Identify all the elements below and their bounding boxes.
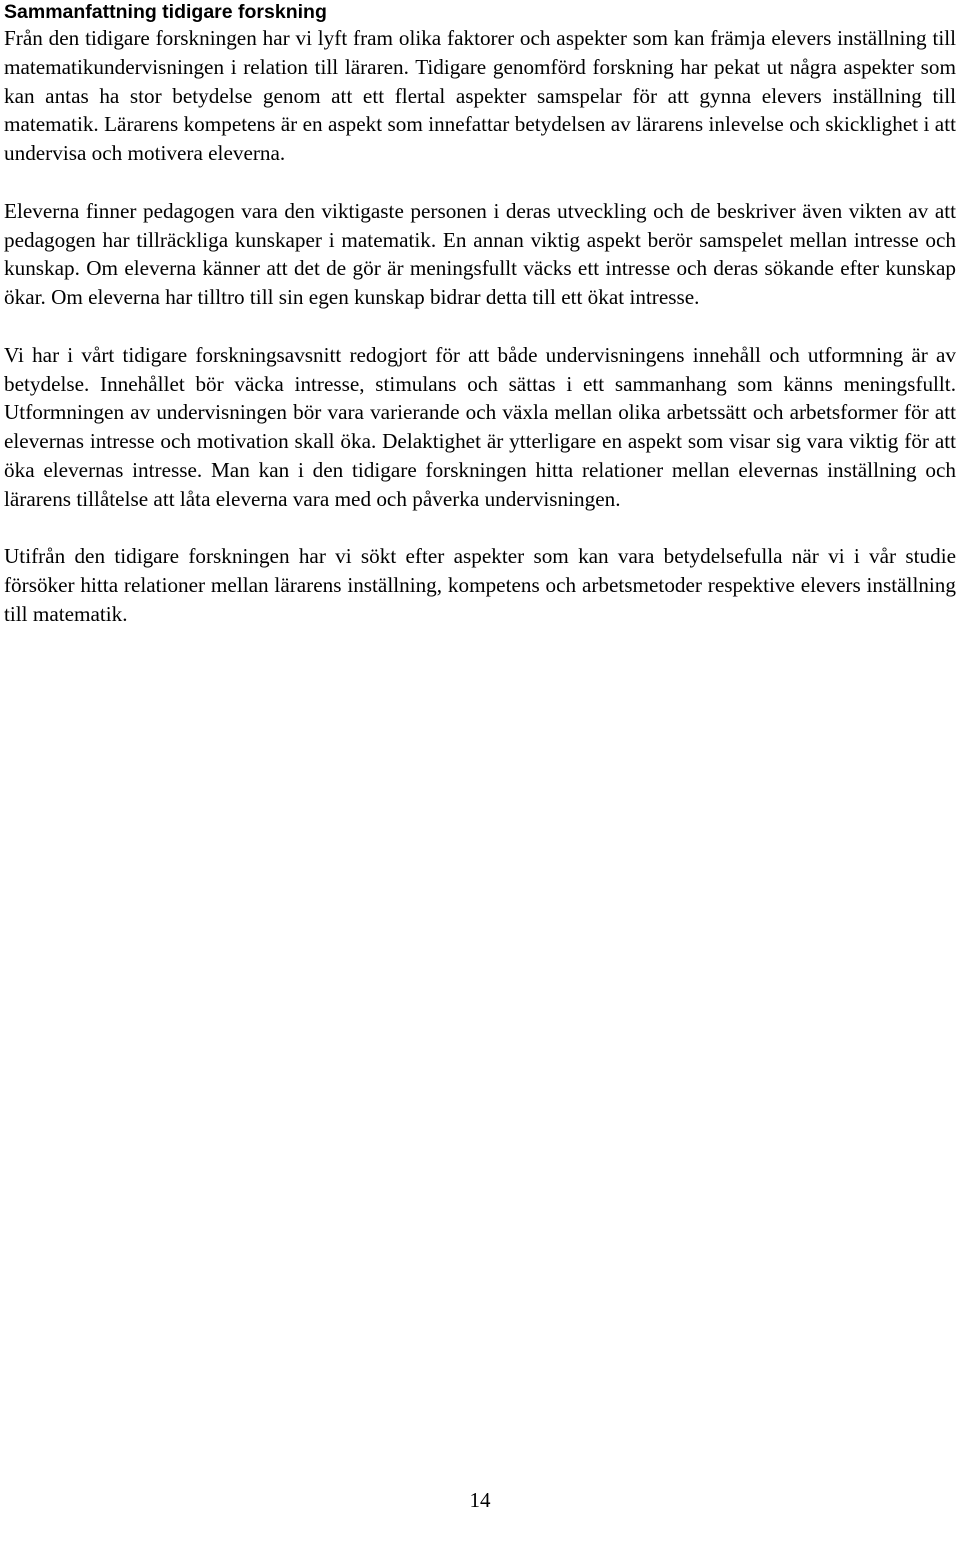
paragraph-4: Utifrån den tidigare forskningen har vi sökt efter aspekter som kan vara betydelsefulla när vi i vår studie försöker hitta relationer mellan lärarens inställning, kompetens och arbetsmetoder respektive elevers inställning till matematik.: [4, 544, 956, 626]
paragraph-1: Från den tidigare forskningen har vi lyft fram olika faktorer och aspekter som kan främja elevers inställning till matematikundervisningen i relation till läraren. Tidigare genomförd forskning har pekat ut några aspekter som kan antas ha stor betydelse genom att ett flertal aspekter samspelar för att gynna elevers inställning till matematik. Lärarens kompetens är en aspekt som innefattar betydelsen av lärarens inlevelse och skicklighet i att undervisa och motivera eleverna.: [4, 26, 956, 166]
page-content: [4, 0, 956, 658]
page-number: 14: [469, 1488, 491, 1512]
section-heading: Sammanfattning tidigare forskning: [4, 1, 327, 23]
paragraph-2: Eleverna finner pedagogen vara den viktigaste personen i deras utveckling och de beskriver även vikten av att pedagogen har tillräckliga kunskaper i matematik. En annan viktig aspekt berör samspelet mellan intresse och kunskap. Om eleverna känner att det de gör är meningsfullt väcks ett intresse och deras sökande efter kunskap ökar. Om eleverna har tilltro till sin egen kunskap bidrar detta till ett ökat intresse.: [4, 198, 956, 310]
paragraph-3: Vi har i vårt tidigare forskningsavsnitt redogjort för att både undervisningens innehåll och utformning är av betydelse. Innehållet bör väcka intresse, stimulans och sättas i ett sammanhang som känns meningsfullt. Utformningen av undervisningen bör vara varierande och växla mellan olika arbetssätt och arbetsformer för att elevernas intresse och motivation skall öka. Delaktighet är ytterligare en aspekt som visar sig vara viktig för att öka elevernas intresse. Man kan i den tidigare forskningen hitta relationer mellan elevernas inställning och lärarens tillåtelse att låta eleverna vara med och påverka undervisningen.: [4, 342, 956, 511]
